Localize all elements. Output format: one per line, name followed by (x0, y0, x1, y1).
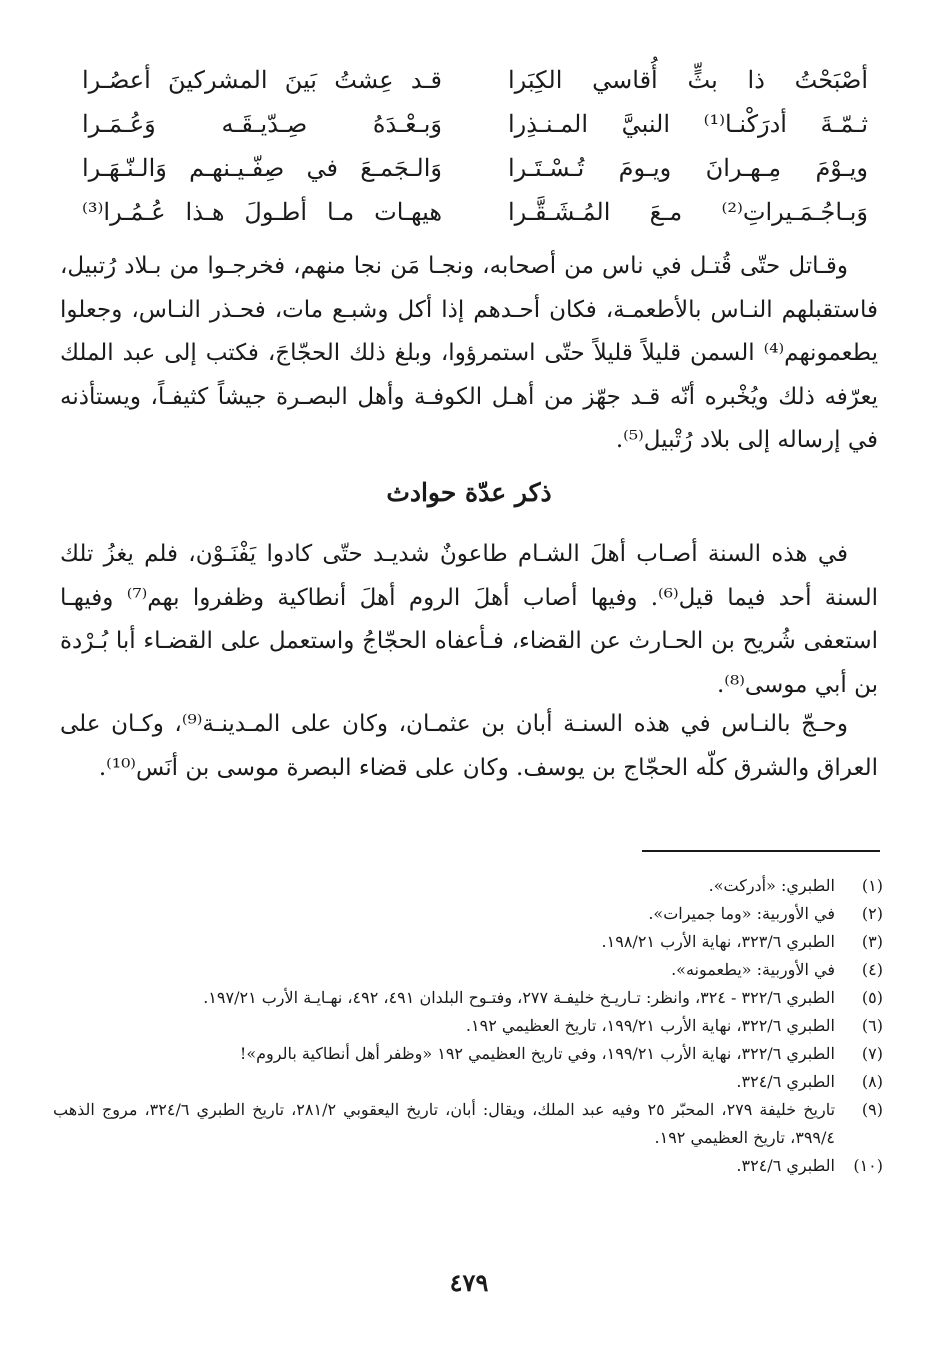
paragraph-text: في هذه السنة أصـاب أهلَ الشـام طاعونٌ شديـد حتّى كادوا يَفْنَـوْن، فلم يغزُ تلك السنة أحد فيما قيل⁽⁶⁾. وفيها أصاب أهلَ الروم أهلَ أنطاكية وظفروا بهم⁽⁷⁾ وفيهـا استعفى شُريح بن الحـارث عن القضاء، فـأعفاه الحجّاجُ واستعمل على القضـاء أبا بُـرْدة بن أبي موسى⁽⁸⁾. (60, 541, 878, 698)
footnote-text: الطبري ٣٢٤/٦. (736, 1072, 835, 1091)
footnote-text: الطبري: «أدركت». (708, 876, 835, 895)
poem (82, 58, 868, 234)
footnote-text: الطبري ٣٢٢/٦، نهاية الأرب ١٩٩/٢١، وفي تاريخ العظيمي ١٩٢ «وظفر أهل أنطاكية بالروم»! (239, 1044, 835, 1063)
footnote (53, 1152, 883, 1180)
footnote (53, 1096, 883, 1152)
footnote-number: (٩) (861, 1100, 883, 1119)
paragraph (60, 245, 878, 463)
footnote-number: (٣) (861, 932, 883, 951)
verse-second-hemistich: هيهـات مـا أطـولَ هـذا عُـمُـرا⁽³⁾ (82, 198, 442, 226)
verse-first-hemistich: وَبـاجُـمَـيراتِ⁽²⁾ مـعَ المُـشَـقَّـرا (508, 198, 868, 226)
footnote-number: (٢) (861, 904, 883, 923)
paragraph-text: وقـاتل حتّى قُتـل في ناس من أصحابه، ونجـا مَن نجا منهم، فخرجـوا من بـلاد رُتبيل، فاستقبلهم النـاس بالأطعمـة، فكان أحـدهم إذا أكل وشبـع مات، فحـذر النـاس، وجعلوا يطعمونهم⁽⁴⁾ السمن قليلاً قليلاً حتّى استمرؤوا، وبلغ ذلك الحجّاجَ، فكتب إلى عبد الملك يعرّفه ذلك ويُخْبره أنّه قـد جهّز من أهـل الكوفـة وأهل البصـرة جيشاً كثيفـاً، ويستأذنه في إرساله إلى بلاد رُتْبيل⁽⁵⁾. (60, 253, 878, 453)
footnote-number: (٦) (861, 1016, 883, 1035)
footnote (53, 984, 883, 1012)
footnote-text: الطبري ٣٢٢/٦، نهاية الأرب ١٩٩/٢١، تاريخ العظيمي ١٩٢. (465, 1016, 835, 1035)
paragraph (60, 533, 878, 707)
footnote (53, 1040, 883, 1068)
footnote-number: (٧) (861, 1044, 883, 1063)
footnote (53, 1012, 883, 1040)
poem-verse (82, 190, 868, 234)
footnote-text: في الأوربية: «وما جميرات». (648, 904, 835, 923)
footnote-text: الطبري ٣٢٣/٦، نهاية الأرب ١٩٨/٢١. (601, 932, 835, 951)
footnote-text: الطبري ٣٢٤/٦. (736, 1156, 835, 1175)
paragraph (60, 703, 878, 790)
paragraph-text: وحـجّ بالنـاس في هذه السنـة أبان بن عثمـان، وكان على المـدينـة⁽⁹⁾، وكـان على العراق والشرق كلّه الحجّاج بن يوسف. وكان على قضاء البصرة موسى بن أنَس⁽¹⁰⁾. (60, 711, 878, 781)
footnote-number: (٤) (861, 960, 883, 979)
page-number: ٤٧٩ (449, 1268, 489, 1297)
poem-verse (82, 146, 868, 190)
footnote (53, 928, 883, 956)
footnote-number: (٨) (861, 1072, 883, 1091)
footnotes (53, 872, 883, 1180)
verse-second-hemistich: وَبـعْـدَهُ صِـدّيـقَـه وَعُـمَـرا (82, 110, 442, 138)
footnote-number: (١) (861, 876, 883, 895)
poem-verse (82, 102, 868, 146)
section-heading: ذكر عدّة حوادث (386, 478, 552, 507)
footnote-divider (642, 850, 880, 852)
poem-verse (82, 58, 868, 102)
footnote (53, 956, 883, 984)
footnote-text: في الأوربية: «يطعمونه». (671, 960, 835, 979)
footnote-number: (٥) (861, 988, 883, 1007)
verse-first-hemistich: ثـمّـةَ أدرَكْنـا⁽¹⁾ النبيَّ المـنـذِرا (508, 110, 868, 138)
verse-first-hemistich: أصْبَحْتُ ذا بثٍّ أُقاسي الكِبَرا (508, 66, 868, 94)
footnote-number: (١٠) (853, 1156, 883, 1175)
verse-first-hemistich: ويـوْمَ مِـهـرانَ ويـومَ تُـسْـتَـرا (508, 154, 868, 182)
footnote-text: الطبري ٣٢٢/٦ - ٣٢٤، وانظر: تـاريـخ خليفـة ٢٧٧، وفتـوح البلدان ٤٩١، ٤٩٢، نهـايـة الأرب ١٩٧/٢١. (203, 988, 835, 1007)
footnote-text: تاريخ خليفة ٢٧٩، المحبّر ٢٥ وفيه عبد الملك، ويقال: أبان، تاريخ اليعقوبي ٢٨١/٢، تاريخ الطبري ٣٢٤/٦، مروج الذهب ٣٩٩/٤، تاريخ العظيمي ١٩٢. (53, 1100, 836, 1147)
verse-second-hemistich: وَالـجَمـعَ في صِفّـيـنهـم وَالـنّـهَـرا (82, 154, 442, 182)
footnote (53, 1068, 883, 1096)
verse-second-hemistich: قـد عِشتُ بَينَ المشركينَ أعصُـرا (82, 66, 442, 94)
footnote (53, 900, 883, 928)
footnote (53, 872, 883, 900)
